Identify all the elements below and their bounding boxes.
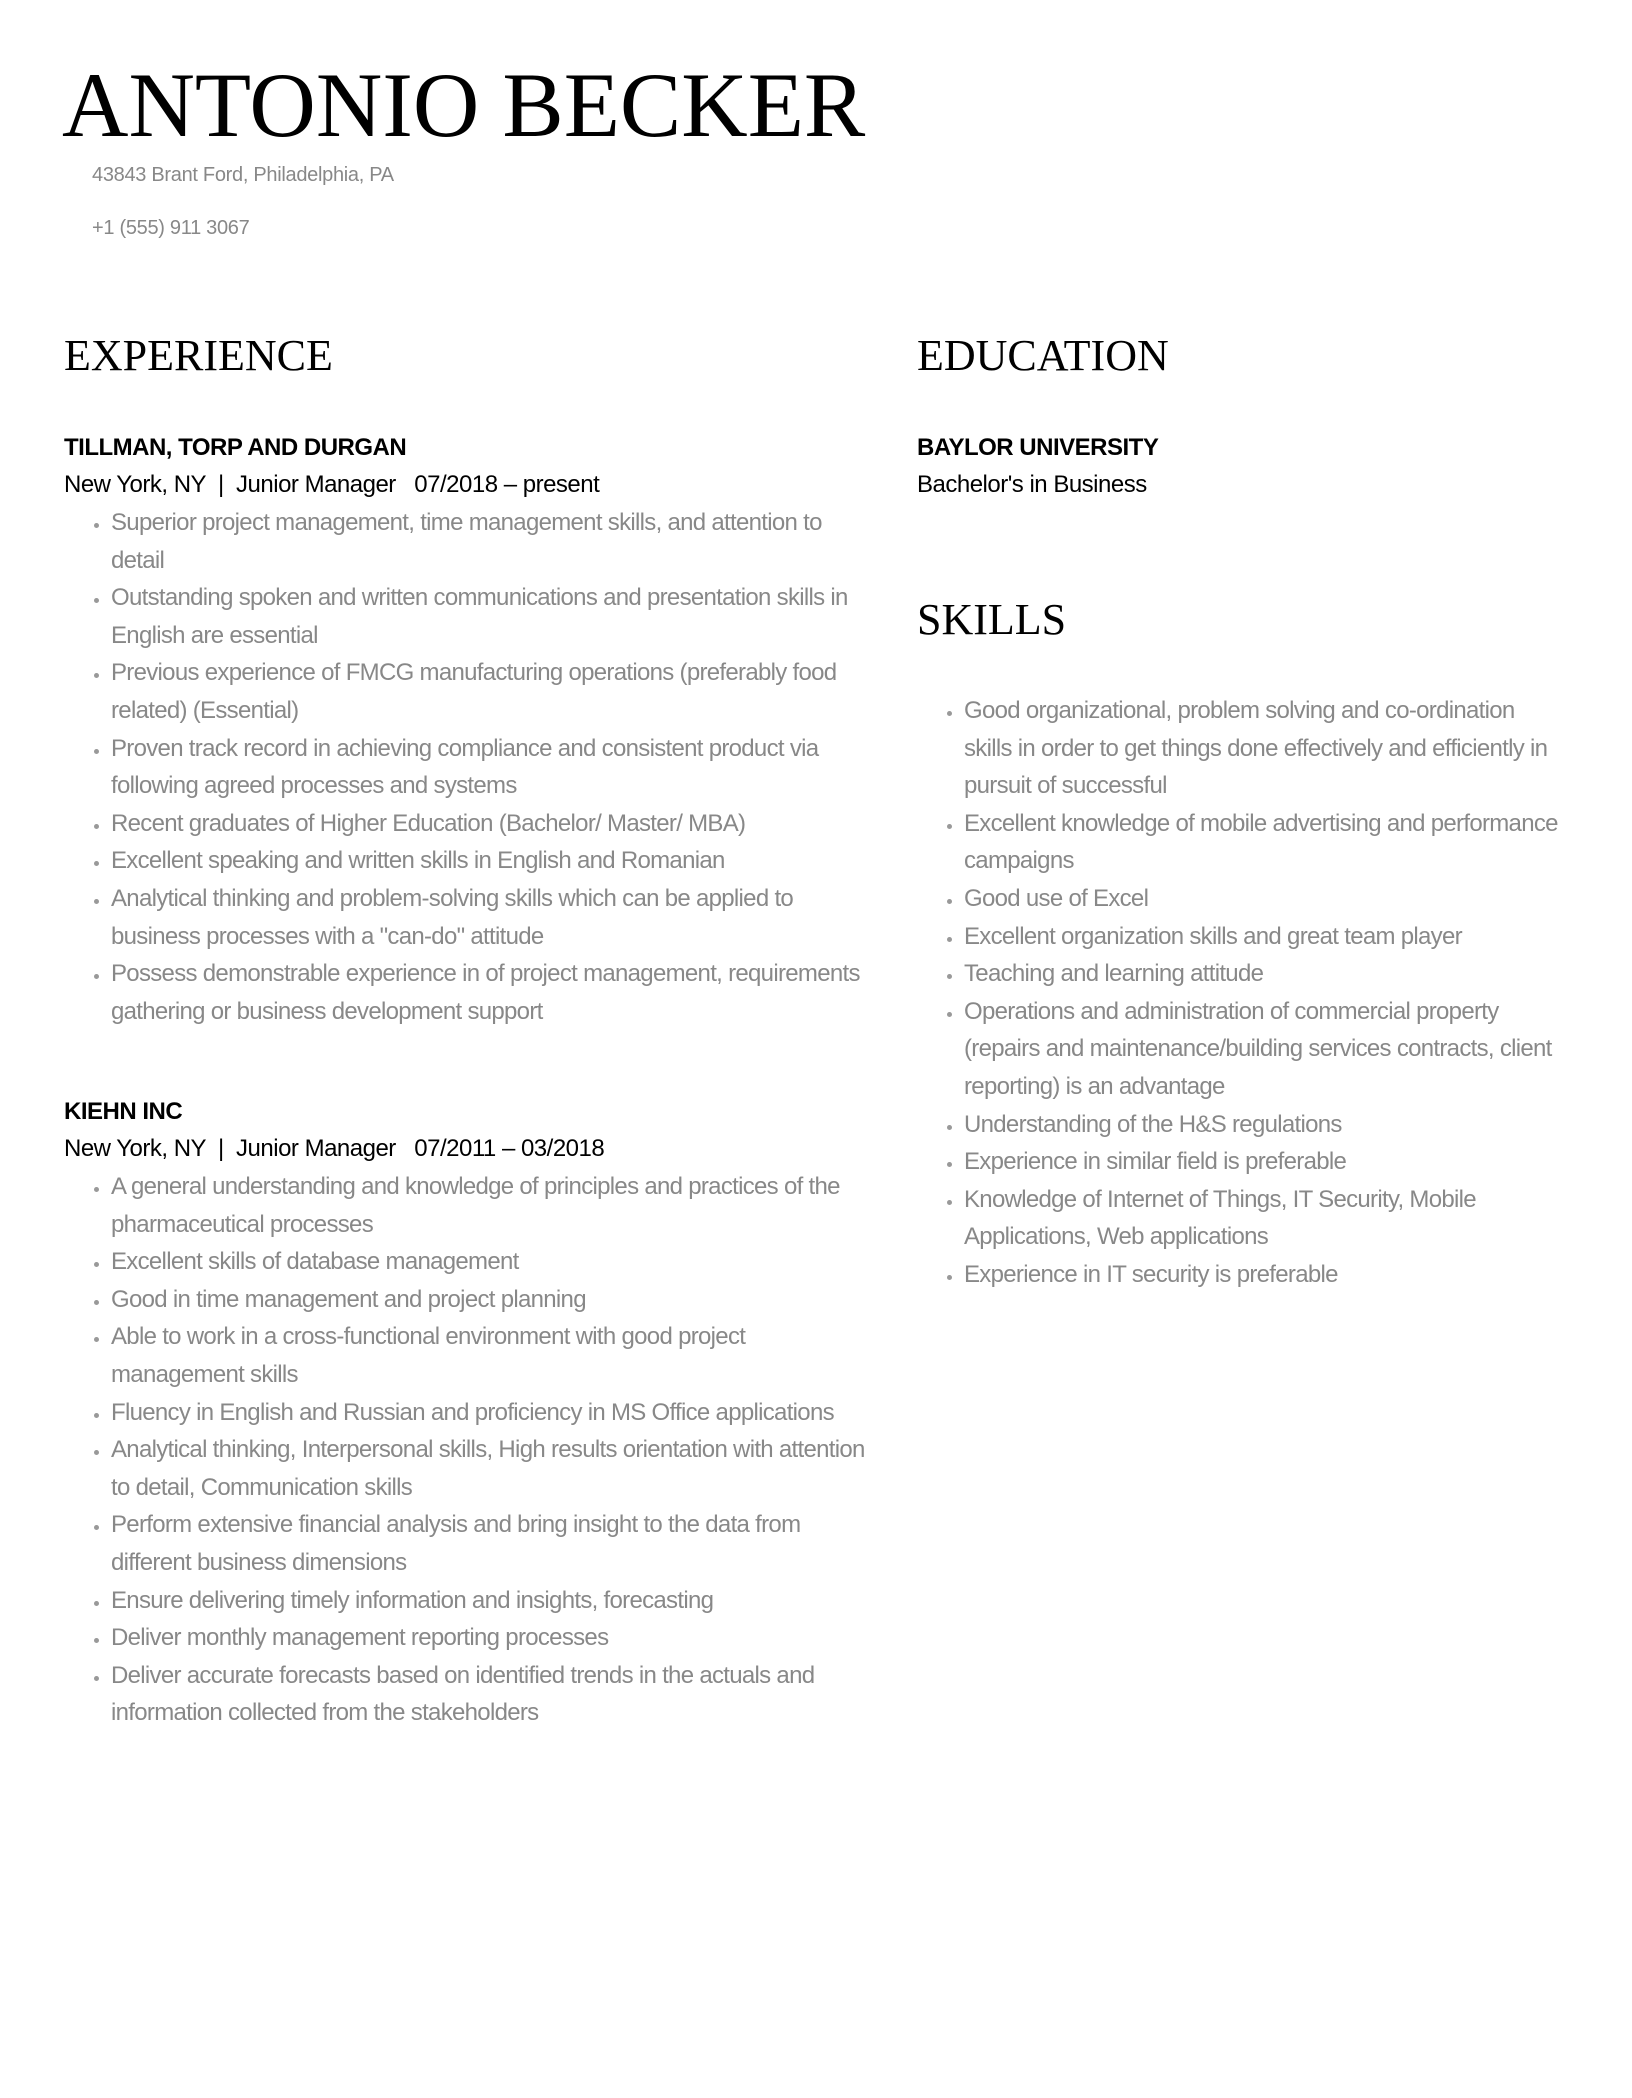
education-heading: EDUCATION xyxy=(917,331,1169,380)
job-meta: New York, NY | Junior Manager 07/2011 – 03/2018 xyxy=(64,1135,605,1162)
list-item: • Proven track record in achieving compliance and consistent product via following agreed processes and systems xyxy=(111,730,874,805)
list-item: • Deliver monthly management reporting processes xyxy=(111,1619,874,1657)
education-entry xyxy=(917,430,1577,504)
phone: +1 (555) 911 3067 xyxy=(92,217,250,239)
list-item: • Experience in IT security is preferable xyxy=(964,1256,1567,1294)
job-bullets xyxy=(64,504,874,1030)
list-item: • Good use of Excel xyxy=(964,880,1567,918)
list-item: • Outstanding spoken and written communications and presentation skills in English are essential xyxy=(111,579,874,654)
list-item: • Perform extensive financial analysis and bring insight to the data from different business dimensions xyxy=(111,1506,874,1581)
list-item: • Analytical thinking, Interpersonal skills, High results orientation with attention to detail, Communication skills xyxy=(111,1431,874,1506)
school-name: BAYLOR UNIVERSITY xyxy=(917,434,1159,461)
list-item: • Understanding of the H&S regulations xyxy=(964,1106,1567,1144)
list-item: • Superior project management, time management skills, and attention to detail xyxy=(111,504,874,579)
company-name: KIEHN INC xyxy=(64,1098,183,1125)
list-item: • Experience in similar field is preferable xyxy=(964,1143,1567,1181)
list-item: • Able to work in a cross-functional environment with good project management skills xyxy=(111,1318,874,1393)
list-item: • Knowledge of Internet of Things, IT Security, Mobile Applications, Web applications xyxy=(964,1181,1567,1256)
degree: Bachelor's in Business xyxy=(917,471,1147,498)
address: 43843 Brant Ford, Philadelphia, PA xyxy=(92,164,394,186)
job-2 xyxy=(64,1094,874,1732)
candidate-name: ANTONIO BECKER xyxy=(62,54,866,156)
list-item: • Excellent speaking and written skills in English and Romanian xyxy=(111,842,874,880)
list-item: • Operations and administration of commercial property (repairs and maintenance/building services contracts, client reporting) is an advantage xyxy=(964,993,1567,1106)
list-item: • Excellent organization skills and great team player xyxy=(964,918,1567,956)
list-item: • Deliver accurate forecasts based on identified trends in the actuals and information collected from the stakeholders xyxy=(111,1657,874,1732)
list-item: • Teaching and learning attitude xyxy=(964,955,1567,993)
list-item: • Excellent skills of database management xyxy=(111,1243,874,1281)
skills-bullets xyxy=(917,692,1567,1294)
job-meta: New York, NY | Junior Manager 07/2018 – present xyxy=(64,471,600,498)
job-bullets xyxy=(64,1168,874,1732)
skills-list xyxy=(917,692,1567,1294)
list-item: • A general understanding and knowledge of principles and practices of the pharmaceutical processes xyxy=(111,1168,874,1243)
list-item: • Recent graduates of Higher Education (Bachelor/ Master/ MBA) xyxy=(111,805,874,843)
list-item: • Previous experience of FMCG manufacturing operations (preferably food related) (Essential) xyxy=(111,654,874,729)
list-item: • Excellent knowledge of mobile advertising and performance campaigns xyxy=(964,805,1567,880)
list-item: • Possess demonstrable experience in of project management, requirements gathering or business development support xyxy=(111,955,874,1030)
skills-heading: SKILLS xyxy=(917,595,1067,644)
company-name: TILLMAN, TORP AND DURGAN xyxy=(64,434,407,461)
list-item: • Fluency in English and Russian and proficiency in MS Office applications xyxy=(111,1394,874,1432)
experience-heading: EXPERIENCE xyxy=(64,331,333,380)
job-1 xyxy=(64,430,874,1030)
list-item: • Analytical thinking and problem-solving skills which can be applied to business processes with a "can-do" attitude xyxy=(111,880,874,955)
list-item: • Ensure delivering timely information and insights, forecasting xyxy=(111,1582,874,1620)
list-item: • Good organizational, problem solving and co-ordination skills in order to get things done effectively and efficiently in pursuit of successful xyxy=(964,692,1567,805)
list-item: • Good in time management and project planning xyxy=(111,1281,874,1319)
